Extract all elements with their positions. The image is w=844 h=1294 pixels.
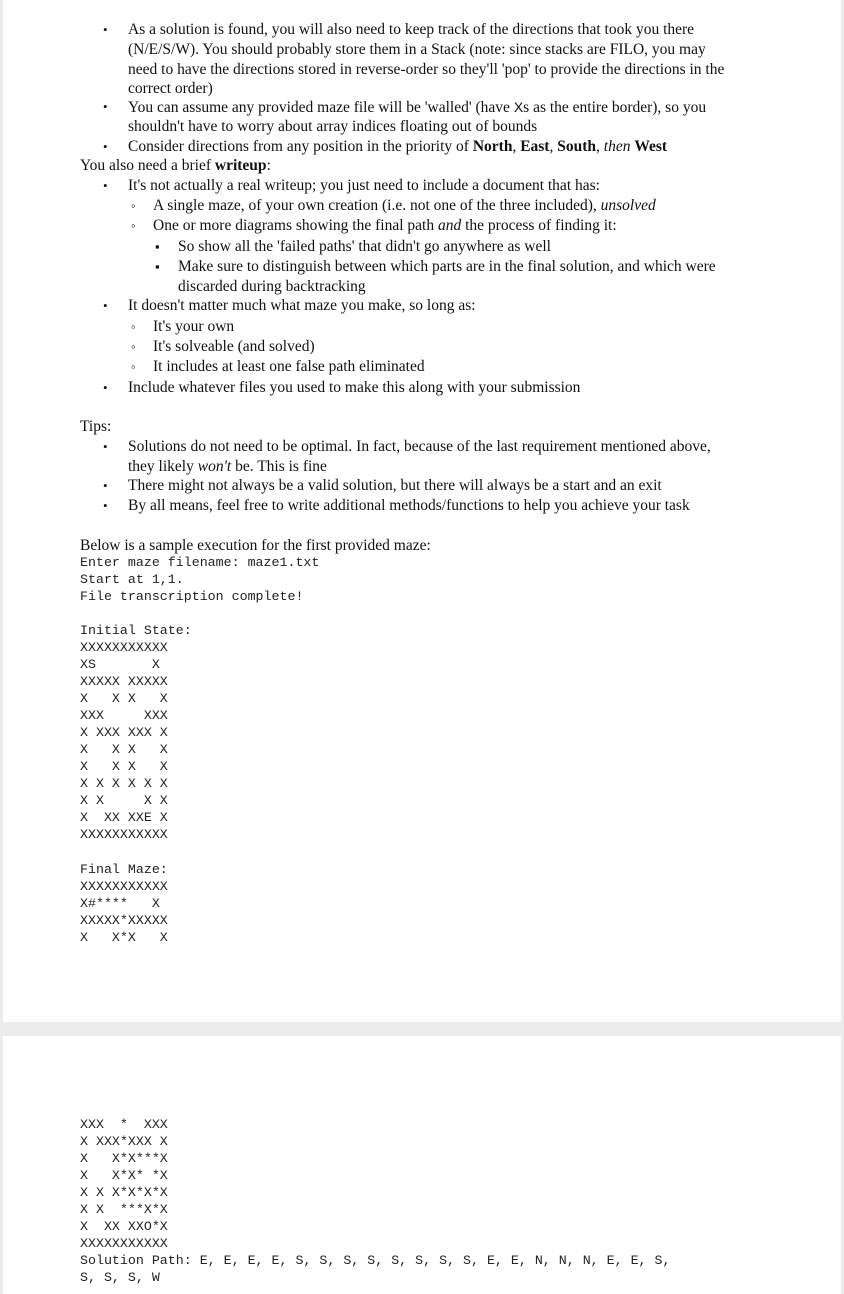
text-line: Make sure to distinguish between which parts are in the final solution, and which were — [178, 258, 716, 275]
final-maze-part2: XXX * XXX X XXX*XXX X X X*X***X X X*X* *X X X X*X*X*X X X ***X*X X XX XXO*X XXXXXXXXXXX Solution Path: E, E, E, E, S, S, S, S, S, S, S, S, E, E, N, N, N, E, E, S, S, S, S, W — [80, 1117, 671, 1285]
bullet-icon: • — [103, 178, 108, 193]
text-line: It's your own — [153, 318, 235, 335]
bullet-icon: • — [103, 439, 108, 454]
tips-heading: Tips: — [80, 418, 112, 435]
circle-bullet-icon: ◦ — [131, 319, 136, 334]
text-line: You can assume any provided maze file will be 'walled' (have Xs as the entire border), so you — [128, 99, 707, 116]
bullet-icon: • — [103, 498, 108, 513]
circle-bullet-icon: ◦ — [131, 218, 136, 233]
sample-intro: Below is a sample execution for the first provided maze: — [80, 537, 431, 554]
text-line: (N/E/S/W). You should probably store them in a Stack (note: since stacks are FILO, you may — [128, 41, 706, 58]
text-line: By all means, feel free to write additional methods/functions to help you achieve your task — [128, 497, 690, 514]
circle-bullet-icon: ◦ — [131, 359, 136, 374]
text-line: It includes at least one false path eliminated — [153, 358, 425, 375]
text-line: Consider directions from any position in the priority of North, East, South, then West — [128, 138, 668, 155]
final-maze-part1: Final Maze: XXXXXXXXXXX X#**** X XXXXX*XXXXX X X*X X — [80, 862, 168, 945]
bullet-icon: • — [103, 380, 108, 395]
text-line: correct order) — [128, 80, 213, 97]
text-line: shouldn't have to worry about array indices floating out of bounds — [128, 118, 538, 135]
text-line: As a solution is found, you will also need to keep track of the directions that took you there — [128, 21, 695, 38]
code-text: X — [513, 99, 524, 115]
text-line: It's solveable (and solved) — [153, 338, 315, 355]
text-line: they likely won't be. This is fine — [128, 458, 327, 475]
text-line: Solutions do not need to be optimal. In fact, because of the last requirement mentioned above, — [128, 438, 711, 455]
document-page-2 — [3, 1036, 841, 1294]
circle-bullet-icon: ◦ — [131, 339, 136, 354]
bullet-icon: • — [103, 298, 108, 313]
text-line: There might not always be a valid solution, but there will always be a start and an exit — [128, 477, 662, 494]
text-line: It doesn't matter much what maze you make, so long as: — [128, 297, 476, 314]
bullet-icon: • — [103, 478, 108, 493]
document-page-1 — [3, 0, 841, 1022]
square-bullet-icon: ▪ — [155, 239, 160, 254]
text-line: So show all the 'failed paths' that didn't go anywhere as well — [178, 238, 551, 255]
circle-bullet-icon: ◦ — [131, 198, 136, 213]
text-line: A single maze, of your own creation (i.e. not one of the three included), unsolved — [153, 197, 656, 214]
bullet-icon: • — [103, 139, 108, 154]
square-bullet-icon: ▪ — [155, 259, 160, 274]
text-line: discarded during backtracking — [178, 278, 366, 295]
bullet-icon: • — [103, 22, 108, 37]
initial-maze: Initial State: XXXXXXXXXXX XS X XXXXX XXXXX X X X X XXX XXX X XXX XXX X X X X X X X X X X X X X X X X X X X X XX XXE X XXXXXXXXXXX — [80, 623, 192, 842]
text-line: need to have the directions stored in reverse-order so they'll 'pop' to provide the directions in the — [128, 61, 725, 78]
bullet-icon: • — [103, 99, 108, 114]
writeup-intro: You also need a brief writeup: — [80, 157, 271, 174]
text-line: One or more diagrams showing the final path and the process of finding it: — [153, 217, 617, 234]
text-line: Include whatever files you used to make this along with your submission — [128, 379, 581, 396]
text-line: It's not actually a real writeup; you just need to include a document that has: — [128, 177, 600, 194]
console-output: Enter maze filename: maze1.txt Start at 1,1. File transcription complete! — [80, 555, 320, 604]
